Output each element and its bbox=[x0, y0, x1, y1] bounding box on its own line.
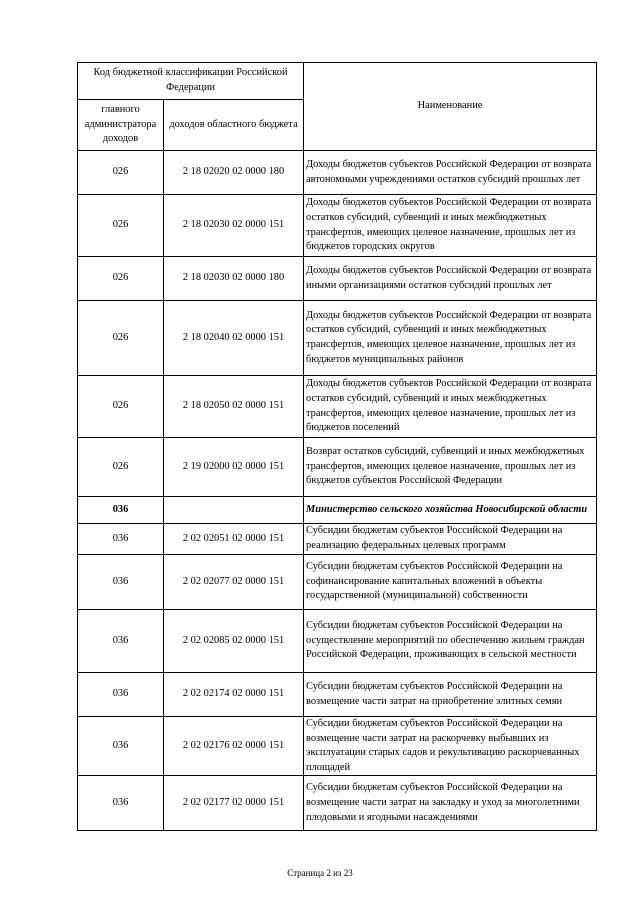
table-header-row bbox=[78, 63, 597, 100]
table-row bbox=[78, 555, 597, 610]
name-cell: Субсидии бюджетам субъектов Российской Федерации на возмещение части затрат на раскорчевку выбывших из эксплуатации старых садов и рекультивацию раскорчеванных площадей bbox=[304, 717, 597, 776]
admin-code-cell: 026 bbox=[78, 257, 164, 301]
budget-code-cell bbox=[164, 497, 304, 524]
name-cell: Доходы бюджетов субъектов Российской Федерации от возврата автономными учреждениями остатков субсидий прошлых лет bbox=[304, 151, 597, 195]
table-row bbox=[78, 257, 597, 301]
name-cell: Доходы бюджетов субъектов Российской Федерации от возврата остатков субсидий, субвенций и иных межбюджетных трансфертов, имеющих целевое назначение, прошлых лет из бюджетов муниципальных районов bbox=[304, 301, 597, 376]
table-row bbox=[78, 151, 597, 195]
admin-code-cell: 026 bbox=[78, 151, 164, 195]
admin-code-cell: 026 bbox=[78, 301, 164, 376]
budget-code-cell: 2 18 02020 02 0000 180 bbox=[164, 151, 304, 195]
name-cell: Возврат остатков субсидий, субвенций и иных межбюджетных трансфертов, имеющих целевое назначение, прошлых лет из бюджетов субъектов Российской Федерации bbox=[304, 438, 597, 497]
budget-code-cell: 2 02 02085 02 0000 151 bbox=[164, 610, 304, 673]
admin-code-cell: 036 bbox=[78, 524, 164, 555]
admin-code-cell: 026 bbox=[78, 438, 164, 497]
budget-code-cell: 2 19 02000 02 0000 151 bbox=[164, 438, 304, 497]
budget-code-cell: 2 18 02040 02 0000 151 bbox=[164, 301, 304, 376]
budget-code-cell: 2 02 02177 02 0000 151 bbox=[164, 776, 304, 831]
admin-code-cell: 036 bbox=[78, 610, 164, 673]
page-number: Страница 2 из 23 bbox=[287, 868, 353, 878]
header-name: Наименование bbox=[304, 63, 597, 151]
budget-code-cell: 2 02 02176 02 0000 151 bbox=[164, 717, 304, 776]
admin-code-cell: 036 bbox=[78, 673, 164, 717]
admin-code-cell: 036 bbox=[78, 776, 164, 831]
name-cell: Субсидии бюджетам субъектов Российской Федерации на реализацию федеральных целевых программ bbox=[304, 524, 597, 555]
table-row bbox=[78, 776, 597, 831]
admin-code-cell: 026 bbox=[78, 195, 164, 257]
budget-classification-table bbox=[77, 62, 597, 831]
table-row bbox=[78, 673, 597, 717]
admin-code-cell: 026 bbox=[78, 376, 164, 438]
budget-code-cell: 2 02 02174 02 0000 151 bbox=[164, 673, 304, 717]
name-cell: Доходы бюджетов субъектов Российской Федерации от возврата остатков субсидий, субвенций и иных межбюджетных трансфертов, имеющих целевое назначение, прошлых лет из бюджетов поселений bbox=[304, 376, 597, 438]
admin-code-cell: 036 bbox=[78, 717, 164, 776]
table-row bbox=[78, 610, 597, 673]
budget-code-cell: 2 18 02050 02 0000 151 bbox=[164, 376, 304, 438]
header-admin-code: главного администратора доходов bbox=[78, 100, 164, 151]
name-cell: Субсидии бюджетам субъектов Российской Федерации на возмещение части затрат на приобретение элитных семян bbox=[304, 673, 597, 717]
budget-code-cell: 2 02 02077 02 0000 151 bbox=[164, 555, 304, 610]
table-row bbox=[78, 717, 597, 776]
header-code-group: Код бюджетной классификации Российской Федерации bbox=[78, 63, 304, 100]
name-cell: Субсидии бюджетам субъектов Российской Федерации на осуществление мероприятий по обеспечению жильем граждан Российской Федерации, проживающих в сельской местности bbox=[304, 610, 597, 673]
budget-code-cell: 2 18 02030 02 0000 180 bbox=[164, 257, 304, 301]
name-cell: Министерство сельского хозяйства Новосибирской области bbox=[304, 497, 597, 524]
name-cell: Субсидии бюджетам субъектов Российской Федерации на софинансирование капитальных вложений в объекты государственной (муниципальной) собственности bbox=[304, 555, 597, 610]
table-body bbox=[78, 63, 597, 831]
header-income-code: доходов областного бюджета bbox=[164, 100, 304, 151]
name-cell: Субсидии бюджетам субъектов Российской Федерации на возмещение части затрат на закладку и уход за многолетними плодовыми и ягодными насаждениями bbox=[304, 776, 597, 831]
table-row bbox=[78, 195, 597, 257]
admin-code-cell: 036 bbox=[78, 497, 164, 524]
budget-code-cell: 2 02 02051 02 0000 151 bbox=[164, 524, 304, 555]
table-row bbox=[78, 438, 597, 497]
name-cell: Доходы бюджетов субъектов Российской Федерации от возврата иными организациями остатков субсидий прошлых лет bbox=[304, 257, 597, 301]
table-row bbox=[78, 301, 597, 376]
admin-code-cell: 036 bbox=[78, 555, 164, 610]
budget-code-cell: 2 18 02030 02 0000 151 bbox=[164, 195, 304, 257]
table-row bbox=[78, 524, 597, 555]
name-cell: Доходы бюджетов субъектов Российской Федерации от возврата остатков субсидий, субвенций и иных межбюджетных трансфертов, имеющих целевое назначение, прошлых лет из бюджетов городских округов bbox=[304, 195, 597, 257]
table-row bbox=[78, 376, 597, 438]
table-row bbox=[78, 497, 597, 524]
